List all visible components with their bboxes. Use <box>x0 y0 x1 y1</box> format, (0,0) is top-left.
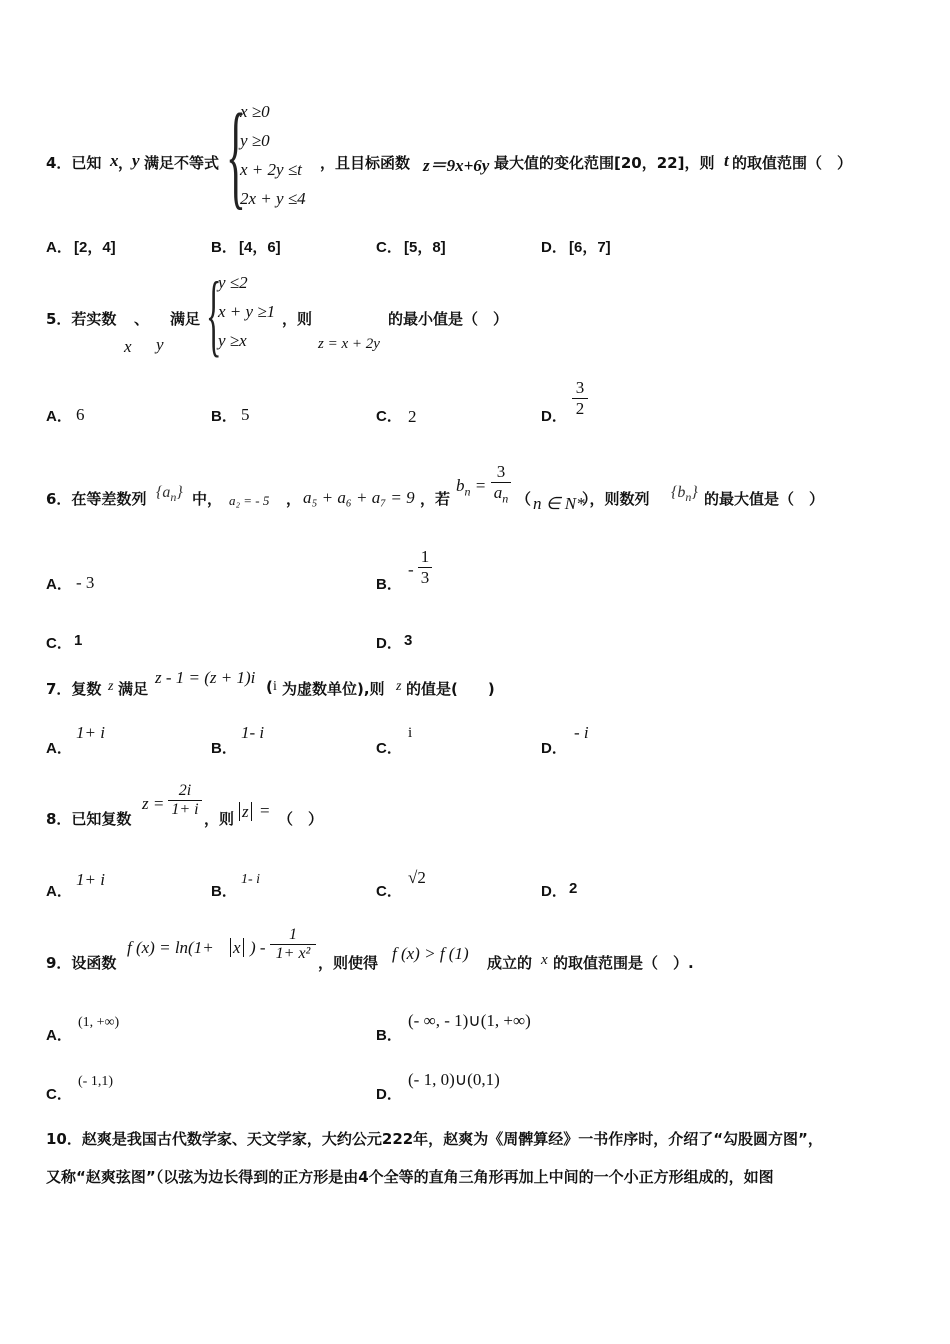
q4-stem-d: 最大值的变化范围[20，22]，则 <box>494 154 715 172</box>
q4-stem-c: ，且目标函数 <box>320 154 411 172</box>
q7-stem-d: 的值是( ) <box>406 680 495 698</box>
q7-option-b: 1- i <box>241 723 265 742</box>
q8-abs-z <box>239 802 252 822</box>
q9-stem-a: 9．设函数 <box>46 954 117 972</box>
q9-fraction <box>270 926 316 963</box>
q9-option-c: (- 1,1) <box>78 1074 113 1089</box>
q7-option-c-label: C． <box>376 740 402 757</box>
q9-option-a: (1, +∞) <box>78 1015 120 1030</box>
q9-option-b-label: B． <box>376 1027 402 1044</box>
q8-abs-z-value: z <box>239 802 252 821</box>
q6-stem-d: 的最大值是（ ） <box>704 490 825 508</box>
q4-objective: z＝9x+6y <box>423 156 490 175</box>
q5-var-y: y <box>156 335 164 354</box>
q8-fraction <box>168 782 202 819</box>
q6-seq-a: $\{a_n\}$ <box>156 484 183 505</box>
q6-option-b-fraction <box>418 547 432 588</box>
q9-stem-b: ，则使得 <box>318 954 379 972</box>
q9-abs-x-value: x <box>230 938 244 957</box>
q6-option-b-sign: - <box>408 560 414 579</box>
q6-bn-denominator <box>491 482 511 506</box>
q9-option-b: (- ∞, - 1)∪(1, +∞) <box>408 1011 531 1030</box>
q5-stem-a: 5．若实数 <box>46 310 117 328</box>
q6-seq-a-sub: n <box>170 490 177 505</box>
q8-option-b: 1- i <box>241 872 261 887</box>
q6-bn-numerator: 3 <box>496 462 506 481</box>
q5-var-x: x <box>124 337 132 356</box>
q8-denominator: 1+ i <box>168 800 202 819</box>
q8-numerator: 2i <box>178 782 192 799</box>
q9-var-x: x <box>541 952 548 968</box>
q9-denominator: 1+ x² <box>270 944 316 963</box>
q7-option-b-label: B． <box>211 740 237 757</box>
q5-option-c: 2 <box>408 407 417 426</box>
q5-option-a: 6 <box>76 405 85 424</box>
q9-stem-c: 成立的 <box>487 954 533 972</box>
q6-sum: a₅ + a₆ + a₇ = 9 <box>303 488 415 507</box>
q6-stem-b: 中， <box>192 490 223 508</box>
q4-option-d: [6，7] <box>569 239 611 256</box>
q5-objective: z = x + 2y <box>318 336 380 352</box>
q7-option-c: i <box>408 725 413 741</box>
q8-z-eq: z = <box>142 794 165 813</box>
q8-stem-b: ，则 <box>204 810 235 828</box>
q5-option-b: 5 <box>241 405 250 424</box>
q6-bn-sub: n <box>464 484 471 499</box>
q6-paren-open: （ <box>516 490 532 508</box>
q10-line-2: 又称“赵爽弦图”（以弦为边长得到的正方形是由4个全等的直角三角形再加上中间的一个小正方形组成的，如图 <box>46 1168 774 1186</box>
q7-var-z2: z <box>396 679 402 694</box>
q9-option-a-label: A． <box>46 1027 72 1044</box>
q5-sep: 、 <box>134 310 150 328</box>
q6-stem-c2: ），则数列 <box>582 490 650 508</box>
q4-sys-line-3: x + 2y ≤t <box>240 160 302 179</box>
q9-option-d: (- 1, 0)∪(0,1) <box>408 1070 500 1089</box>
q9-f-def-b: ) - <box>250 938 266 957</box>
q4-sys-line-2: y ≥0 <box>240 131 270 150</box>
q6-bn: $b_n$ = <box>456 476 487 499</box>
q5-option-d-numerator: 3 <box>575 378 585 397</box>
q6-option-b-denominator: 3 <box>418 567 432 588</box>
q9-abs-x <box>230 938 244 958</box>
q6-seq-b: $\{b_n\}$ <box>671 484 698 505</box>
q6-stem-a: 6．在等差数列 <box>46 490 147 508</box>
q4-option-d-label: D． <box>541 239 567 256</box>
q6-bn-fraction <box>491 462 511 506</box>
q4-var-t: t <box>724 151 729 170</box>
q5-option-d-fraction <box>572 378 588 419</box>
q8-option-a: 1+ i <box>76 870 105 889</box>
q4-option-b-label: B． <box>211 239 237 256</box>
q6-n-domain: n ∈ N* <box>533 494 585 513</box>
q4-option-c-label: C． <box>376 239 402 256</box>
q6-option-d: 3 <box>404 632 413 649</box>
q8-option-a-label: A． <box>46 883 72 900</box>
q8-equals: = <box>260 801 270 820</box>
q7-option-d-label: D． <box>541 740 567 757</box>
q4-var-y: y <box>132 151 140 170</box>
q6-seq-b-sub: n <box>685 490 692 505</box>
q6-option-d-label: D． <box>376 635 402 652</box>
q4-comma: ， <box>118 154 134 172</box>
q6-option-b-label: B． <box>376 576 402 593</box>
q9-f-def: f (x) = ln(1+ <box>127 938 214 957</box>
q4-option-b: [4，6] <box>239 239 281 256</box>
q8-stem-a: 8．已知复数 <box>46 810 132 828</box>
q8-option-b-label: B． <box>211 883 237 900</box>
q6-option-c-label: C． <box>46 635 72 652</box>
q5-option-d-label: D． <box>541 408 567 425</box>
q8-option-c-label: C． <box>376 883 402 900</box>
q4-stem-b: 满足不等式 <box>144 154 220 172</box>
q6-option-a-label: A． <box>46 576 72 593</box>
q9-stem-d: 的取值范围是（ ）. <box>553 954 694 972</box>
q4-option-a: [2，4] <box>74 239 116 256</box>
q8-option-d-label: D． <box>541 883 567 900</box>
q9-inequality: f (x) > f (1) <box>392 944 469 963</box>
q5-sys-line-2: x + y ≥1 <box>218 302 276 321</box>
q8-option-c: √2 <box>408 868 426 887</box>
q7-stem-c: 为虚数单位),则 <box>282 680 385 698</box>
q5-option-b-label: B． <box>211 408 237 425</box>
q7-option-a-label: A． <box>46 740 72 757</box>
q10-line-1: 10．赵爽是我国古代数学家、天文学家，大约公元222年，赵爽为《周髀算经》一书作序时，介绍了“勾股圆方图”， <box>46 1130 823 1148</box>
q5-stem-d: 的最小值是（ ） <box>388 310 509 328</box>
q4-system-brace: { <box>226 89 246 220</box>
q7-paren: ( <box>266 678 273 696</box>
q6-bn-den-sub: n <box>502 491 509 506</box>
q5-option-d-denominator: 2 <box>572 398 588 419</box>
q6-option-a: - 3 <box>76 573 95 592</box>
q4-option-a-label: A． <box>46 239 72 256</box>
q9-option-c-label: C． <box>46 1086 72 1103</box>
q6-comma: ， <box>286 490 302 508</box>
q5-stem-b: 满足 <box>170 310 201 328</box>
q5-sys-line-3: y ≥x <box>218 331 247 350</box>
q4-stem-a: 4．已知 <box>46 154 102 172</box>
q4-sys-line-1: x ≥0 <box>240 102 270 121</box>
q5-sys-line-1: y ≤2 <box>218 273 248 292</box>
q7-equation: z - 1 = (z + 1)i <box>155 668 256 687</box>
q5-system-brace: { <box>206 263 222 365</box>
q5-stem-c: ，则 <box>282 310 313 328</box>
q8-stem-c: （ ） <box>278 810 324 828</box>
q6-bn-den-letter: a <box>493 483 503 502</box>
q6-stem-c: ，若 <box>420 490 451 508</box>
q7-option-a: 1+ i <box>76 723 105 742</box>
q4-stem-e: 的取值范围（ ） <box>732 154 853 172</box>
q6-seq-a-letter: a <box>162 484 171 501</box>
q4-var-x: x <box>110 151 119 170</box>
q6-bn-letter: b <box>456 476 465 495</box>
q4-sys-line-4: 2x + y ≤4 <box>240 189 306 208</box>
q7-stem-a: 7．复数 <box>46 680 102 698</box>
q5-option-a-label: A． <box>46 408 72 425</box>
q8-option-d: 2 <box>569 880 578 897</box>
q4-option-c: [5，8] <box>404 239 446 256</box>
q7-stem-b: 满足 <box>118 680 149 698</box>
q5-option-c-label: C． <box>376 408 402 425</box>
q7-var-z: z <box>108 679 114 694</box>
q9-numerator: 1 <box>289 926 297 943</box>
q7-option-d: - i <box>574 723 589 742</box>
q6-a2: a₂ = - 5 <box>229 493 270 508</box>
q7-var-i: i <box>273 679 277 694</box>
q6-option-c: 1 <box>74 632 83 649</box>
q6-seq-b-letter: b <box>677 484 686 501</box>
q9-option-d-label: D． <box>376 1086 402 1103</box>
q6-option-b-numerator: 1 <box>420 547 430 566</box>
